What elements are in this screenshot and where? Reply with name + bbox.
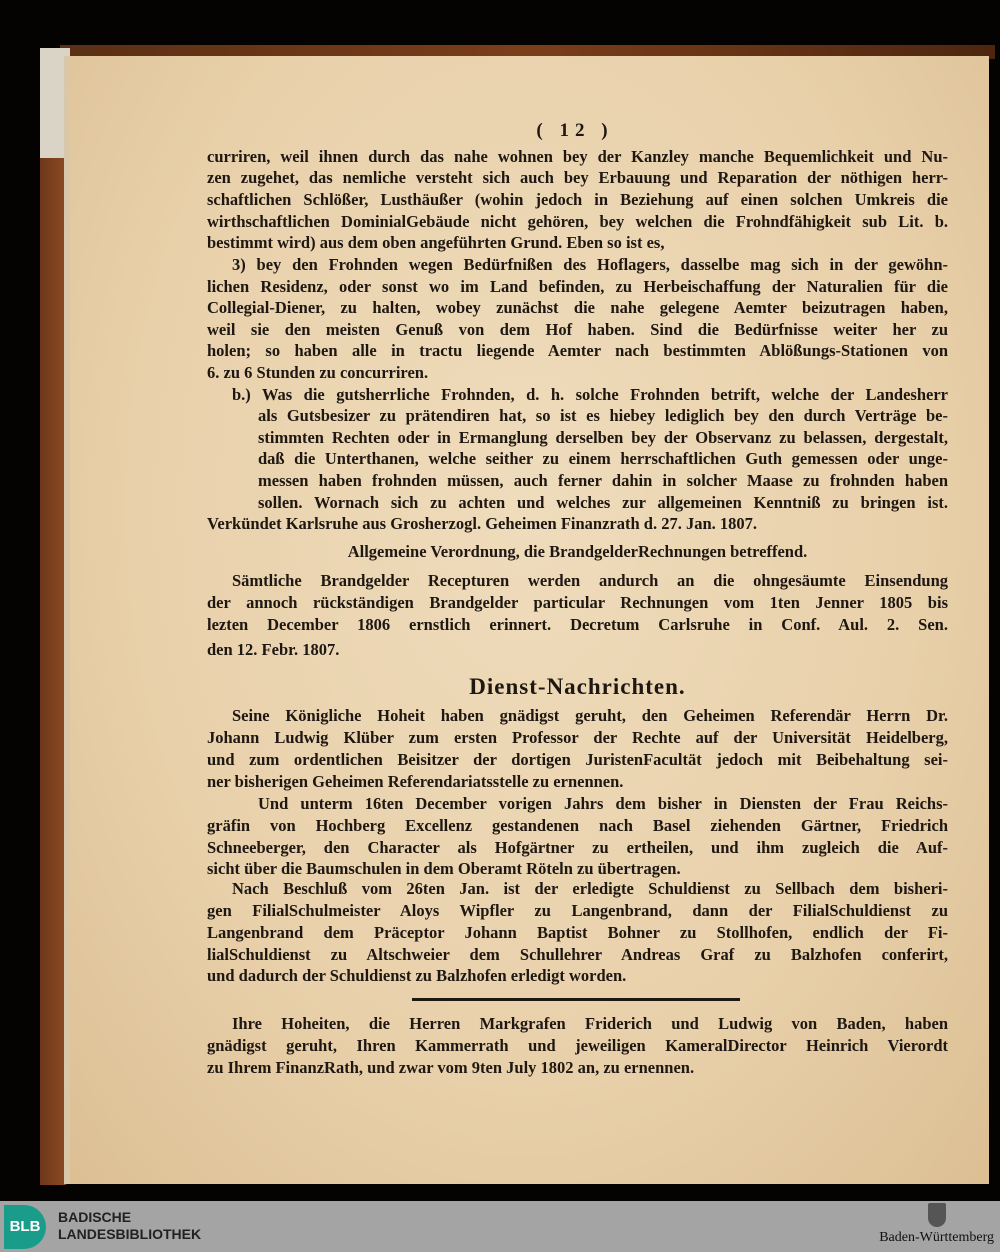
text-line: weil sie den meisten Genuß von dem Hof haben. Sind die Bedürfnisse weiter her zu [207, 320, 948, 339]
library-name-line2: LANDESBIBLIOTHEK [58, 1226, 202, 1242]
text-line: 3) bey den Frohnden wegen Bedürfnißen des Hoflagers, dasselbe mag sich in der gewöhn- [232, 255, 948, 274]
text-line: 6. zu 6 Stunden zu concurriren. [207, 363, 429, 382]
signature-line: Verkündet Karlsruhe aus Grosherzogl. Geheimen Finanzrath d. 27. Jan. 1807. [207, 514, 758, 533]
text-line: der annoch rückständigen Brandgelder particular Rechnungen vom 1ten Jenner 1805 bis [207, 593, 948, 612]
text-line: den 12. Febr. 1807. [207, 640, 340, 659]
blb-logo[interactable]: BLB [4, 1205, 46, 1249]
text-line: Johann Ludwig Klüber zum ersten Professor der Rechte auf der Universität Heidelberg, [207, 728, 948, 747]
text-line: lichen Residenz, oder sonst wo im Land befinden, zu Herbeischaffung der Naturalien für die [207, 277, 948, 296]
page-number: ( 12 ) [536, 120, 614, 141]
section-heading: Allgemeine Verordnung, die BrandgelderRechnungen betreffend. [347, 542, 808, 561]
text-line: und zum ordentlichen Beisitzer der dortigen JuristenFacultät jedoch mit Beibehaltung sei- [207, 750, 948, 769]
text-line: stimmten Rechten oder in Ermanglung derselben bey der Observanz zu belassen, dergestalt, [258, 428, 948, 447]
text-line: Collegial-Diener, zu halten, wobey zunächst die nahe gelegene Aemter beizutragen haben, [207, 298, 948, 317]
library-name[interactable] [58, 1209, 201, 1243]
text-line: ner bisherigen Geheimen Referendariatsstelle zu ernennen. [207, 772, 624, 791]
text-line: Schneeberger, den Character als Hofgärtner zu ertheilen, und ihm zugleich die Auf- [207, 838, 948, 857]
library-name-line1: BADISCHE [58, 1209, 132, 1225]
page-edge [64, 56, 70, 1184]
text-line: messen haben frohnden müssen, auch ferner dahin in solcher Maase zu frohnden haben [258, 471, 948, 490]
text-line: lezten December 1806 ernstlich erinnert. Decretum Carlsruhe in Conf. Aul. 2. Sen. [207, 615, 948, 634]
section-heading: Dienst-Nachrichten. [469, 674, 686, 699]
text-line: und dadurch der Schuldienst zu Balzhofen erledigt worden. [207, 966, 627, 985]
text-line: holen; so haben alle in tractu liegende Aemter nach bestimmten Ablößungs-Stationen von [207, 341, 948, 360]
text-line: lialSchuldienst zu Altschweier dem Schullehrer Andreas Graf zu Balzhofen conferirt, [207, 945, 948, 964]
text-line: Langenbrand dem Präceptor Johann Baptist Bohner zu Stollhofen, endlich der Fi- [207, 923, 948, 942]
state-name[interactable]: Baden-Württemberg [879, 1230, 994, 1245]
coat-of-arms-icon [928, 1203, 946, 1227]
scan-border [0, 1185, 1000, 1201]
text-line: zen zugehet, das nemliche versteht sich auch bey Erbauung und Reparation der nöthigen herr- [207, 168, 948, 187]
text-line: zu Ihrem FinanzRath, und zwar vom 9ten July 1802 an, zu ernennen. [207, 1058, 695, 1077]
text-line: gen FilialSchulmeister Aloys Wipfler zu Langenbrand, dann der FilialSchuldienst zu [207, 901, 948, 920]
text-line: Nach Beschluß vom 26ten Jan. ist der erledigte Schuldienst zu Sellbach dem bisheri- [232, 879, 948, 898]
text-line: schaftlichen Schlößer, Lusthäußer (wohin jedoch in Beziehung auf einen solchen Umkreis die [207, 190, 948, 209]
text-line: wirthschaftlichen DominialGebäude nicht gehören, bey welchen die Frohndfähigkeit sub Lit. b. [207, 212, 948, 231]
book-binding-left [40, 50, 66, 1185]
text-line: curriren, weil ihnen durch das nahe wohnen bey der Kanzley manche Bequemlichkeit und Nu- [207, 147, 948, 166]
separator-rule [412, 998, 740, 1001]
text-line: als Gutsbesizer zu prätendiren hat, so ist es hiebey lediglich bey den durch Verträge be- [258, 406, 948, 425]
text-line: Seine Königliche Hoheit haben gnädigst geruht, den Geheimen Referendär Herrn Dr. [232, 706, 948, 725]
text-line: daß die Unterthanen, welche seither zu einem herrschaftlichen Guth gemessen oder unge- [258, 449, 948, 468]
text-line: sicht über die Baumschulen in dem Oberamt Röteln zu übertragen. [207, 859, 681, 878]
text-line: Sämtliche Brandgelder Recepturen werden andurch an die ohngesäumte Einsendung [232, 571, 948, 590]
text-line: gräfin von Hochberg Excellenz gestandenen nach Basel ziehenden Gärtner, Friedrich [207, 816, 948, 835]
viewer-footer [0, 1201, 1000, 1252]
text-line: sollen. Wornach sich zu achten und welches zur allgemeinen Kenntniß zu bringen ist. [258, 493, 948, 512]
text-line: gnädigst geruht, Ihren Kammerrath und jeweiligen KameralDirector Heinrich Vierordt [207, 1036, 948, 1055]
text-line: b.) Was die gutsherrliche Frohnden, d. h. solche Frohnden betrift, welche der Landesherr [232, 385, 948, 404]
text-line: bestimmt wird) aus dem oben angeführten Grund. Eben so ist es, [207, 233, 665, 252]
text-line: Ihre Hoheiten, die Herren Markgrafen Friderich und Ludwig von Baden, haben [232, 1014, 948, 1033]
text-line: Und unterm 16ten December vorigen Jahrs dem bisher in Diensten der Frau Reichs- [258, 794, 948, 813]
